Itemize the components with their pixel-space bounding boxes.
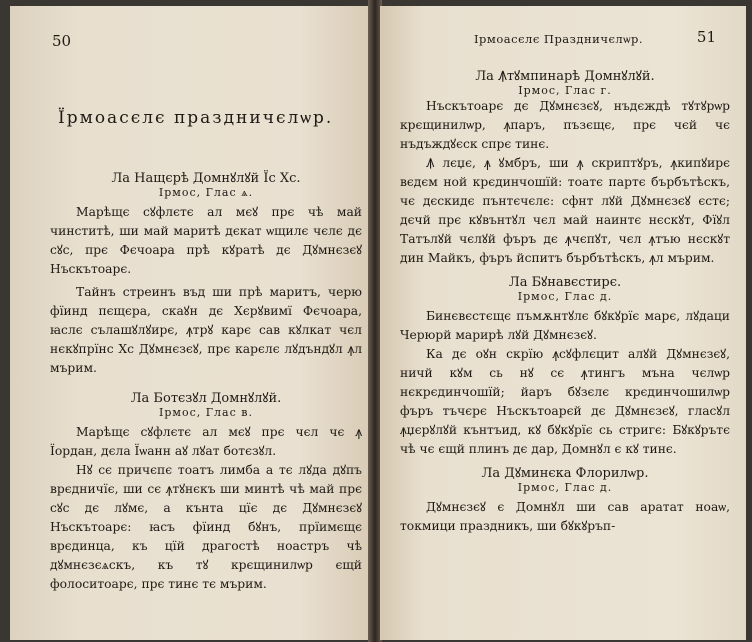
running-head: Ірмоасєлє Праздничєлѡр. [474,32,643,46]
paragraph: Ка дє оꙋн скрїю ꙟсꙋфлєцит алꙋй Дꙋмнєзєꙋ, ничй кꙋм сь нꙋ сє ꙟтингъ мъна чєлѡр нєкрєдинчошїй; йаръ бꙋзєлє крєдинчошилѡр фъръ тъчєрє Нъскътоарєй дє Дꙋмнєзєꙋ, гласꙋл ꙟџєрꙋлꙋй кънтъид, кꙋ бꙋкꙋрїє сь стригє: Бꙋкꙋрътє чѣ чє єщй плинъ дє дар, Домнꙋл є кꙋ тинє. [400,347,730,456]
section-heading: Ла Дꙋминєка Флорилѡр. [481,466,649,481]
left-page [10,6,370,640]
section-tone: Ірмос, Глас в. [159,406,253,419]
paragraph: Нъскътоарє дє Дꙋмнєзєꙋ, нъдєждѣ тꙋтꙋрѡр крєщинилѡр, ꙟпаръ, пъзєщє, прє чєй чє нъдъждꙋєск спрє тинє. [400,99,730,151]
section-heading: Ла Ꙟтꙋмпинарѣ Домнꙋлꙋй. [475,69,655,84]
section-heading: Ла Бꙋнавєстирє. [508,275,622,290]
section-nativity [50,168,362,378]
section-presentation [400,66,730,268]
section-annunciation [400,272,730,459]
paragraph: Марѣщє сꙋфлєтє ал мєꙋ прє чєл чє ꙟ Їордан, дєла Їѡанн аꙋ лꙋат ботєзꙋл. [50,425,362,458]
section-heading: Ла Ботєзꙋл Домнꙋлꙋй. [130,391,282,406]
right-page-body [400,66,730,536]
paragraph: Дꙋмнєзєꙋ є Домнꙋл ши сав аратат ноаѡ, токмици праздникъ, ши бꙋкꙋръп- [400,500,730,533]
section-heading: Ла Нащєрѣ Домнꙋлꙋй Їс Хс. [111,171,301,186]
paragraph: Марѣщє сꙋфлєтє ал мєꙋ прє чѣ май чинститѣ, ши май маритѣ дєкат ѡщилє чєлє дє сꙋс, прє Фєчоара прѣ кꙋратѣ дє Дꙋмнєзєꙋ Нъскътоарє. [50,205,362,276]
section-tone: Ірмос, Глас ѧ. [158,186,254,199]
section-tone: Ірмос, Глас г. [518,84,612,97]
section-tone: Ірмос, Глас д. [517,290,613,303]
right-page [380,6,746,640]
page-number-left: 50 [52,32,72,50]
page-number-right: 51 [696,28,716,46]
paragraph: Бинєвєстєщє пъмѫнтꙋлє бꙋкꙋрїє марє, лꙋдаци Черюрй марирѣ лꙋй Дꙋмнєзєꙋ. [400,309,730,342]
section-tone: Ірмос, Глас д. [517,481,613,494]
chapter-title: Їрмоасєлє праздничєлѡр. [58,108,334,128]
paragraph: Тайнъ стреинъ въд ши прѣ маритъ, черю фїинд пєщєра, скаꙋн дє Хєрꙋвимї Фєчоара, ꙗслє сълашꙋлꙋирє, ꙟтрꙋ карє сав кꙋлкат чєл нєкꙋпрїнс Хс Дꙋмнєзєꙋ, прє карєлє лꙋдъндꙋл ꙟл мърим. [50,285,362,375]
section-palm-sunday [400,463,730,536]
section-baptism [50,388,362,594]
paragraph: Нꙋ сє причєпє тоатъ лимба а тє лꙋда дꙋпъ врєдничїє, ши сє ꙟтꙋнєкъ ши минтѣ чѣ май прє сꙋс дє лꙋмє, а кънта цїє дє Дꙋмнєзєꙋ Нъскътоарє: ꙗсъ фїинд бꙋнъ, прїимєщє врєдинца, къ цїй драгостѣ ноастръ чѣ дꙋмнєзєѧскъ, къ тꙋ крєщинилѡр єщй фолоситоарє, прє тинє тє мърим. [50,463,362,591]
left-page-body [50,168,362,594]
paragraph: Ꙟ лєџє, ꙟ ꙋмбръ, ши ꙟ скриптꙋръ, ꙟкипꙋирє вєдєм ной крєдинчошїй: тоатє партє бърбътѣскъ, чє дєскидє пънтєчєлє: сфнт лꙋй Дꙋмнєзєꙋ єстє; дєчй прє кꙋвънтꙋл чєл май наинтє нєскꙋт, Фїꙋл Татълꙋй чєлꙋй фъръ дє ꙟчєпꙋт, чєл ꙟтъю нєскꙋт дин Майкъ, фъръ йспитъ бърбътѣскъ, ꙟл мърим. [400,156,730,265]
